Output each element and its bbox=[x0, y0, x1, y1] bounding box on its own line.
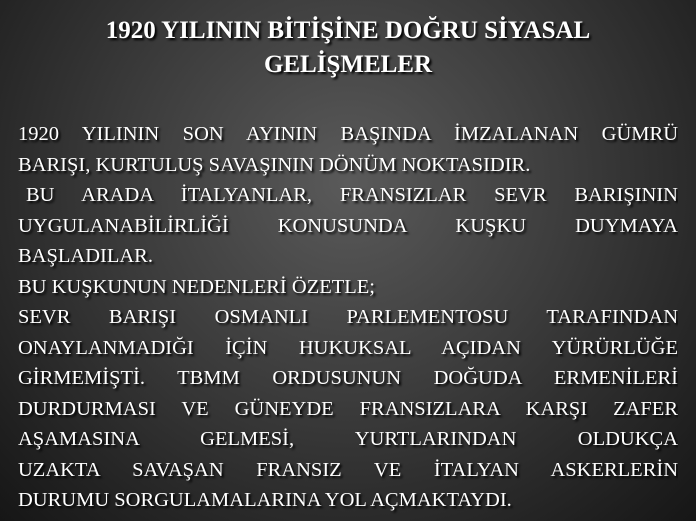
text-line: AŞAMASINA GELMESİ, YURTLARINDAN OLDUKÇA bbox=[18, 428, 678, 450]
text-line: ONAYLANMADIĞI İÇİN HUKUKSAL AÇIDAN YÜRÜRLÜĞE bbox=[18, 336, 678, 359]
paragraph-gumru-peace bbox=[18, 119, 678, 180]
paragraph-sevr-doubt bbox=[18, 180, 678, 272]
slide-title bbox=[20, 14, 676, 82]
paragraph-reasons bbox=[18, 302, 678, 516]
slide-title-line-1: 1920 YILININ BİTİŞİNE DOĞRU SİYASAL bbox=[105, 17, 591, 44]
slide-body bbox=[18, 119, 678, 516]
text-line: GİRMEMİŞTİ. TBMM ORDUSUNUN DOĞUDA ERMENİLERİ bbox=[18, 367, 678, 389]
text-line: BU ARADA İTALYANLAR, FRANSIZLAR SEVR BARIŞININ bbox=[26, 184, 678, 206]
text-line: DURDURMASI VE GÜNEYDE FRANSIZLARA KARŞI ZAFER bbox=[18, 397, 678, 420]
paragraph-reasons-heading bbox=[18, 272, 678, 303]
text-line: BARIŞI, KURTULUŞ SAVAŞININ DÖNÜM NOKTASIDIR. bbox=[18, 153, 531, 176]
text-line: BU KUŞKUNUN NEDENLERİ ÖZETLE; bbox=[18, 275, 375, 298]
text-line: 1920 YILININ SON AYININ BAŞINDA İMZALANAN GÜMRÜ bbox=[18, 123, 678, 145]
text-line: UYGULANABİLİRLİĞİ KONUSUNDA KUŞKU DUYMAYA bbox=[18, 214, 678, 237]
text-line: SEVR BARIŞI OSMANLI PARLEMENTOSU TARAFINDAN bbox=[18, 306, 678, 328]
text-line: DURUMU SORGULAMALARINA YOL AÇMAKTAYDI. bbox=[18, 489, 512, 511]
slide-title-line-2: GELİŞMELER bbox=[263, 51, 433, 78]
text-line: BAŞLADILAR. bbox=[18, 245, 153, 267]
text-line: UZAKTA SAVAŞAN FRANSIZ VE İTALYAN ASKERLERİN bbox=[18, 458, 678, 481]
